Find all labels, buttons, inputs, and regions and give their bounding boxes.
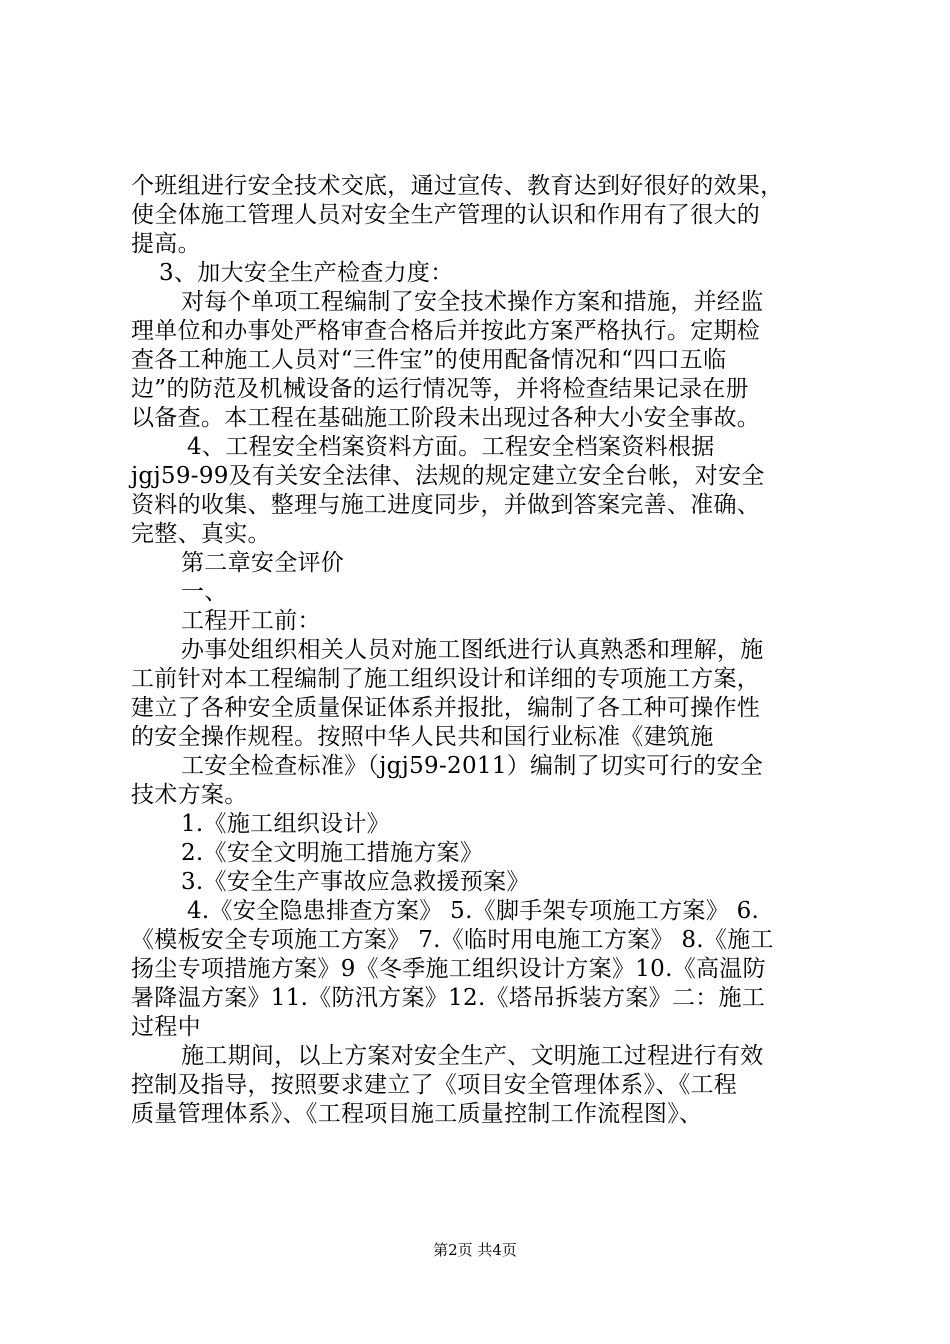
text-line: 4、工程安全档案资料方面。工程安全档案资料根据 [187, 434, 715, 460]
text-line: 办事处组织相关人员对施工图纸进行认真熟悉和理解，施 [181, 637, 764, 663]
text-line: 3、加大安全生产检查力度： [159, 260, 454, 286]
document-body [131, 172, 831, 1129]
text-line: 建立了各种安全质量保证体系并报批，编制了各工种可操作性 [131, 695, 761, 721]
text-line: 提高。 [131, 231, 201, 257]
text-line: 技术方案。 [131, 782, 248, 808]
text-line: 工程开工前： [181, 608, 321, 634]
text-line: 使全体施工管理人员对安全生产管理的认识和作用有了很大的 [131, 202, 761, 228]
text-line: jgj59-99及有关安全法律、法规的规定建立安全台帐，对安全 [131, 463, 765, 489]
text-line: 1.《施工组织设计》 [181, 811, 390, 837]
text-line: 工前针对本工程编制了施工组织设计和详细的专项施工方案， [131, 666, 761, 692]
text-line: 2.《安全文明施工措施方案》 [181, 840, 484, 866]
text-line: 扬尘专项措施方案》9《冬季施工组织设计方案》10.《高温防 [131, 956, 766, 982]
text-line: 第二章安全评价 [181, 550, 345, 576]
text-line: 《模板安全专项施工方案》 7.《临时用电施工方案》 8.《施工 [131, 927, 774, 953]
text-line: 质量管理体系》、《工程项目施工质量控制工作流程图》、 [131, 1101, 703, 1127]
text-line: 过程中 [131, 1014, 201, 1040]
text-line: 对每个单项工程编制了安全技术操作方案和措施，并经监 [181, 289, 764, 315]
text-line: 边”的防范及机械设备的运行情况等，并将检查结果记录在册 [131, 376, 749, 402]
text-line: 工安全检查标准》（jgj59-2011）编制了切实可行的安全 [181, 753, 764, 779]
text-line: 理单位和办事处严格审查合格后并按此方案严格执行。定期检 [131, 318, 761, 344]
text-line: 的安全操作规程。按照中华人民共和国行业标准《建筑施 [131, 724, 714, 750]
text-line: 查各工种施工人员对“三件宝”的使用配备情况和“四口五临 [131, 347, 727, 373]
text-line: 以备查。本工程在基础施工阶段未出现过各种大小安全事故。 [131, 405, 761, 431]
text-line: 个班组进行安全技术交底，通过宣传、教育达到好很好的效果， [131, 173, 784, 199]
page-number: 第2页 共4页 [433, 1241, 517, 1259]
text-line: 3.《安全生产事故应急救援预案》 [181, 869, 530, 895]
text-line: 一、 [181, 579, 228, 605]
text-line: 控制及指导，按照要求建立了《项目安全管理体系》、《工程 [131, 1072, 738, 1098]
text-line: 完整、真实。 [131, 521, 271, 547]
text-line: 4.《安全隐患排查方案》 5.《脚手架专项施工方案》 6. [187, 898, 760, 924]
text-line: 暑降温方案》11.《防汛方案》12.《塔吊拆装方案》二：施工 [131, 985, 766, 1011]
text-line: 资料的收集、整理与施工进度同步，并做到答案完善、准确、 [131, 492, 761, 518]
text-line: 施工期间，以上方案对安全生产、文明施工过程进行有效 [181, 1043, 764, 1069]
